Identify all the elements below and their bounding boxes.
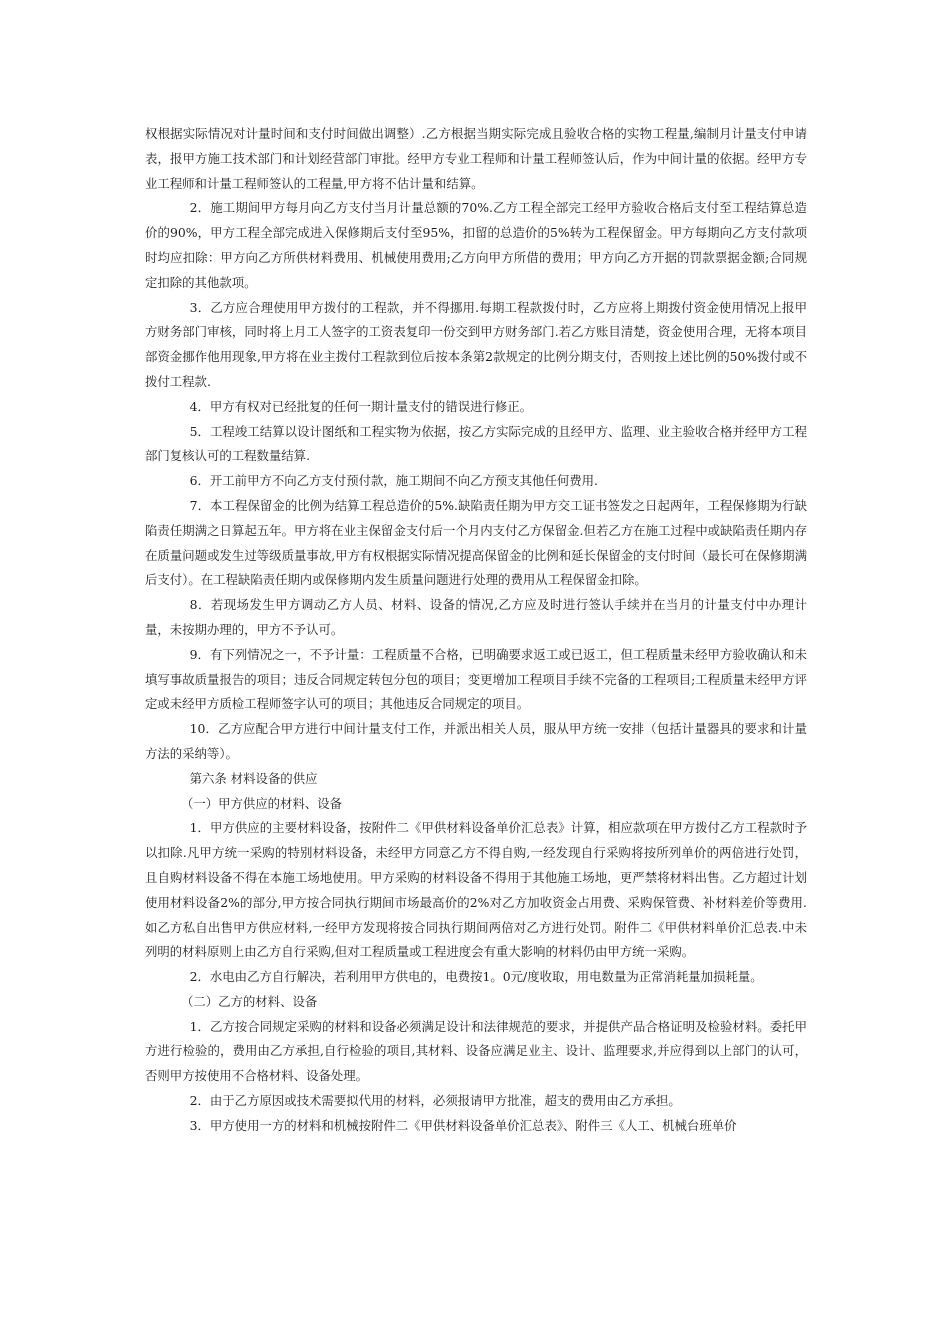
clause-5-10: 10．乙方应配合甲方进行中间计量支付工作，并派出相关人员，服从甲方统一安排（包括计量器具的要求和计量方法的采纳等）。	[145, 721, 807, 761]
section-2-heading: （二）乙方的材料、设备	[180, 993, 318, 1009]
clause-6-2-1: 1．乙方按合同规定采购的材料和设备必须满足设计和法律规范的要求，并提供产品合格证明及检验材料。委托甲方进行检验的，费用由乙方承担,自行检验的项目,其材料、设备应满足业主、设计、监理要求,并应得到以上部门的认可，否则甲方按使用不合格材料、设备处理。	[145, 1018, 807, 1084]
section-1-heading: （一）甲方供应的材料、设备	[180, 795, 343, 811]
article-6-heading: 第六条 材料设备的供应	[189, 770, 318, 786]
clause-6-1-1: 1．甲方供应的主要材料设备，按附件二《甲供材料设备单价汇总表》计算，相应款项在甲方拨付乙方工程款时予以扣除.凡甲方统一采购的特别材料设备，未经甲方同意乙方不得自购,一经发现自行采购将按所列单价的两倍进行处罚，且自购材料设备不得在本施工场地使用。甲方采购的材料设备不得用于其他施工场地，更严禁将材料出售。乙方超过计划使用材料设备2%的部分,甲方按合同执行期间市场最高价的2%对乙方加收资金占用费、采购保管费、补材料差价等费用.如乙方私自出售甲方供应材料,一经甲方发现将按合同执行期间两倍对乙方进行处罚。附件二《甲供材料单价汇总表.中未列明的材料原则上由乙方自行采购,但对工程质量或工程进度会有重大影响的材料仍由甲方统一采购。	[145, 820, 807, 960]
clause-5-3: 3．乙方应合理使用甲方拨付的工程款，并不得挪用.每期工程款拨付时，乙方应将上期拨付资金使用情况上报甲方财务部门审核，同时将上月工人签字的工资表复印一份交到甲方财务部门.若乙方账目清楚，资金使用合理，无将本项目部资金挪作他用现象,甲方将在业主拨付工程款到位后按本条第2款规定的比例分期支付，否则按上述比例的50%拨付或不拨付工程款.	[145, 299, 807, 389]
clause-6-1-2: 2．水电由乙方自行解决，若利用甲方供电的，电费按1。0元/度收取，用电数量为正常消耗量加损耗量。	[189, 969, 763, 985]
clause-6-2-2: 2．由于乙方原因或技术需要拟代用的材料，必须报请甲方批准，超支的费用由乙方承担。	[189, 1093, 681, 1109]
clause-5-2: 2．施工期间甲方每月向乙方支付当月计量总额的70%.乙方工程全部完工经甲方验收合格后支付至工程结算总造价的90%，甲方工程全部完成进入保修期后支付至95%，扣留的总造价的5%转为工程保留金。甲方每期向乙方支付款项时均应扣除：甲方向乙方所供材料费用、机械使用费用;乙方向甲方所借的费用；甲方向乙方开据的罚款票据金额;合同规定扣除的其他款项。	[145, 200, 807, 290]
clause-5-9: 9．有下列情况之一，不予计量：工程质量不合格，已明确要求返工或已返工，但工程质量未经甲方验收确认和未填写事故质量报告的项目；违反合同规定转包分包的项目；变更增加工程项目手续不完备的工程项目;工程质量未经甲方评定或未经甲方质检工程师签字认可的项目；其他违反合同规定的项目。	[145, 646, 807, 712]
clause-5-8: 8．若现场发生甲方调动乙方人员、材料、设备的情况,乙方应及时进行签认手续并在当月的计量支付中办理计量，未按期办理的，甲方不予认可。	[145, 597, 807, 637]
clause-6-2-3: 3．甲方使用一方的材料和机械按附件二《甲供材料设备单价汇总表》、附件三《人工、机械台班单价	[189, 1117, 737, 1133]
clause-5-6: 6．开工前甲方不向乙方支付预付款，施工期间不向乙方预支其他任何费用.	[189, 473, 598, 489]
clause-5-5: 5．工程竣工结算以设计图纸和工程实物为依据，按乙方实际完成的且经甲方、监理、业主验收合格并经甲方工程部门复核认可的工程数量结算.	[145, 423, 807, 464]
document-body	[145, 122, 807, 1139]
clause-5-4: 4．甲方有权对已经批复的任何一期计量支付的错误进行修正。	[189, 398, 533, 414]
paragraph-1: 权根据实际情况对计量时间和支付时间做出调整）.乙方根据当期实际完成且验收合格的实物工程量,编制月计量支付申请表，报甲方施工技术部门和计划经营部门审批。经甲方专业工程师和计量工程师签认后，作为中间计量的依据。经甲方专业工程师和计量工程师签认的工程量,甲方将不估计量和结算。	[145, 126, 807, 191]
clause-5-7: 7．本工程保留金的比例为结算工程总造价的5%.缺陷责任期为甲方交工证书签发之日起两年，工程保修期为行缺陷责任期满之日算起五年。甲方将在业主保留金支付后一个月内支付乙方保留金.但若乙方在施工过程中或缺陷责任期内存在质量问题或发生过等级质量事故,甲方有权根据实际情况提高保留金的比例和延长保留金的支付时间（最长可在保修期满后支付）。在工程缺陷责任期内或保修期内发生质量问题进行处理的费用从工程保留金扣除。	[145, 497, 807, 588]
